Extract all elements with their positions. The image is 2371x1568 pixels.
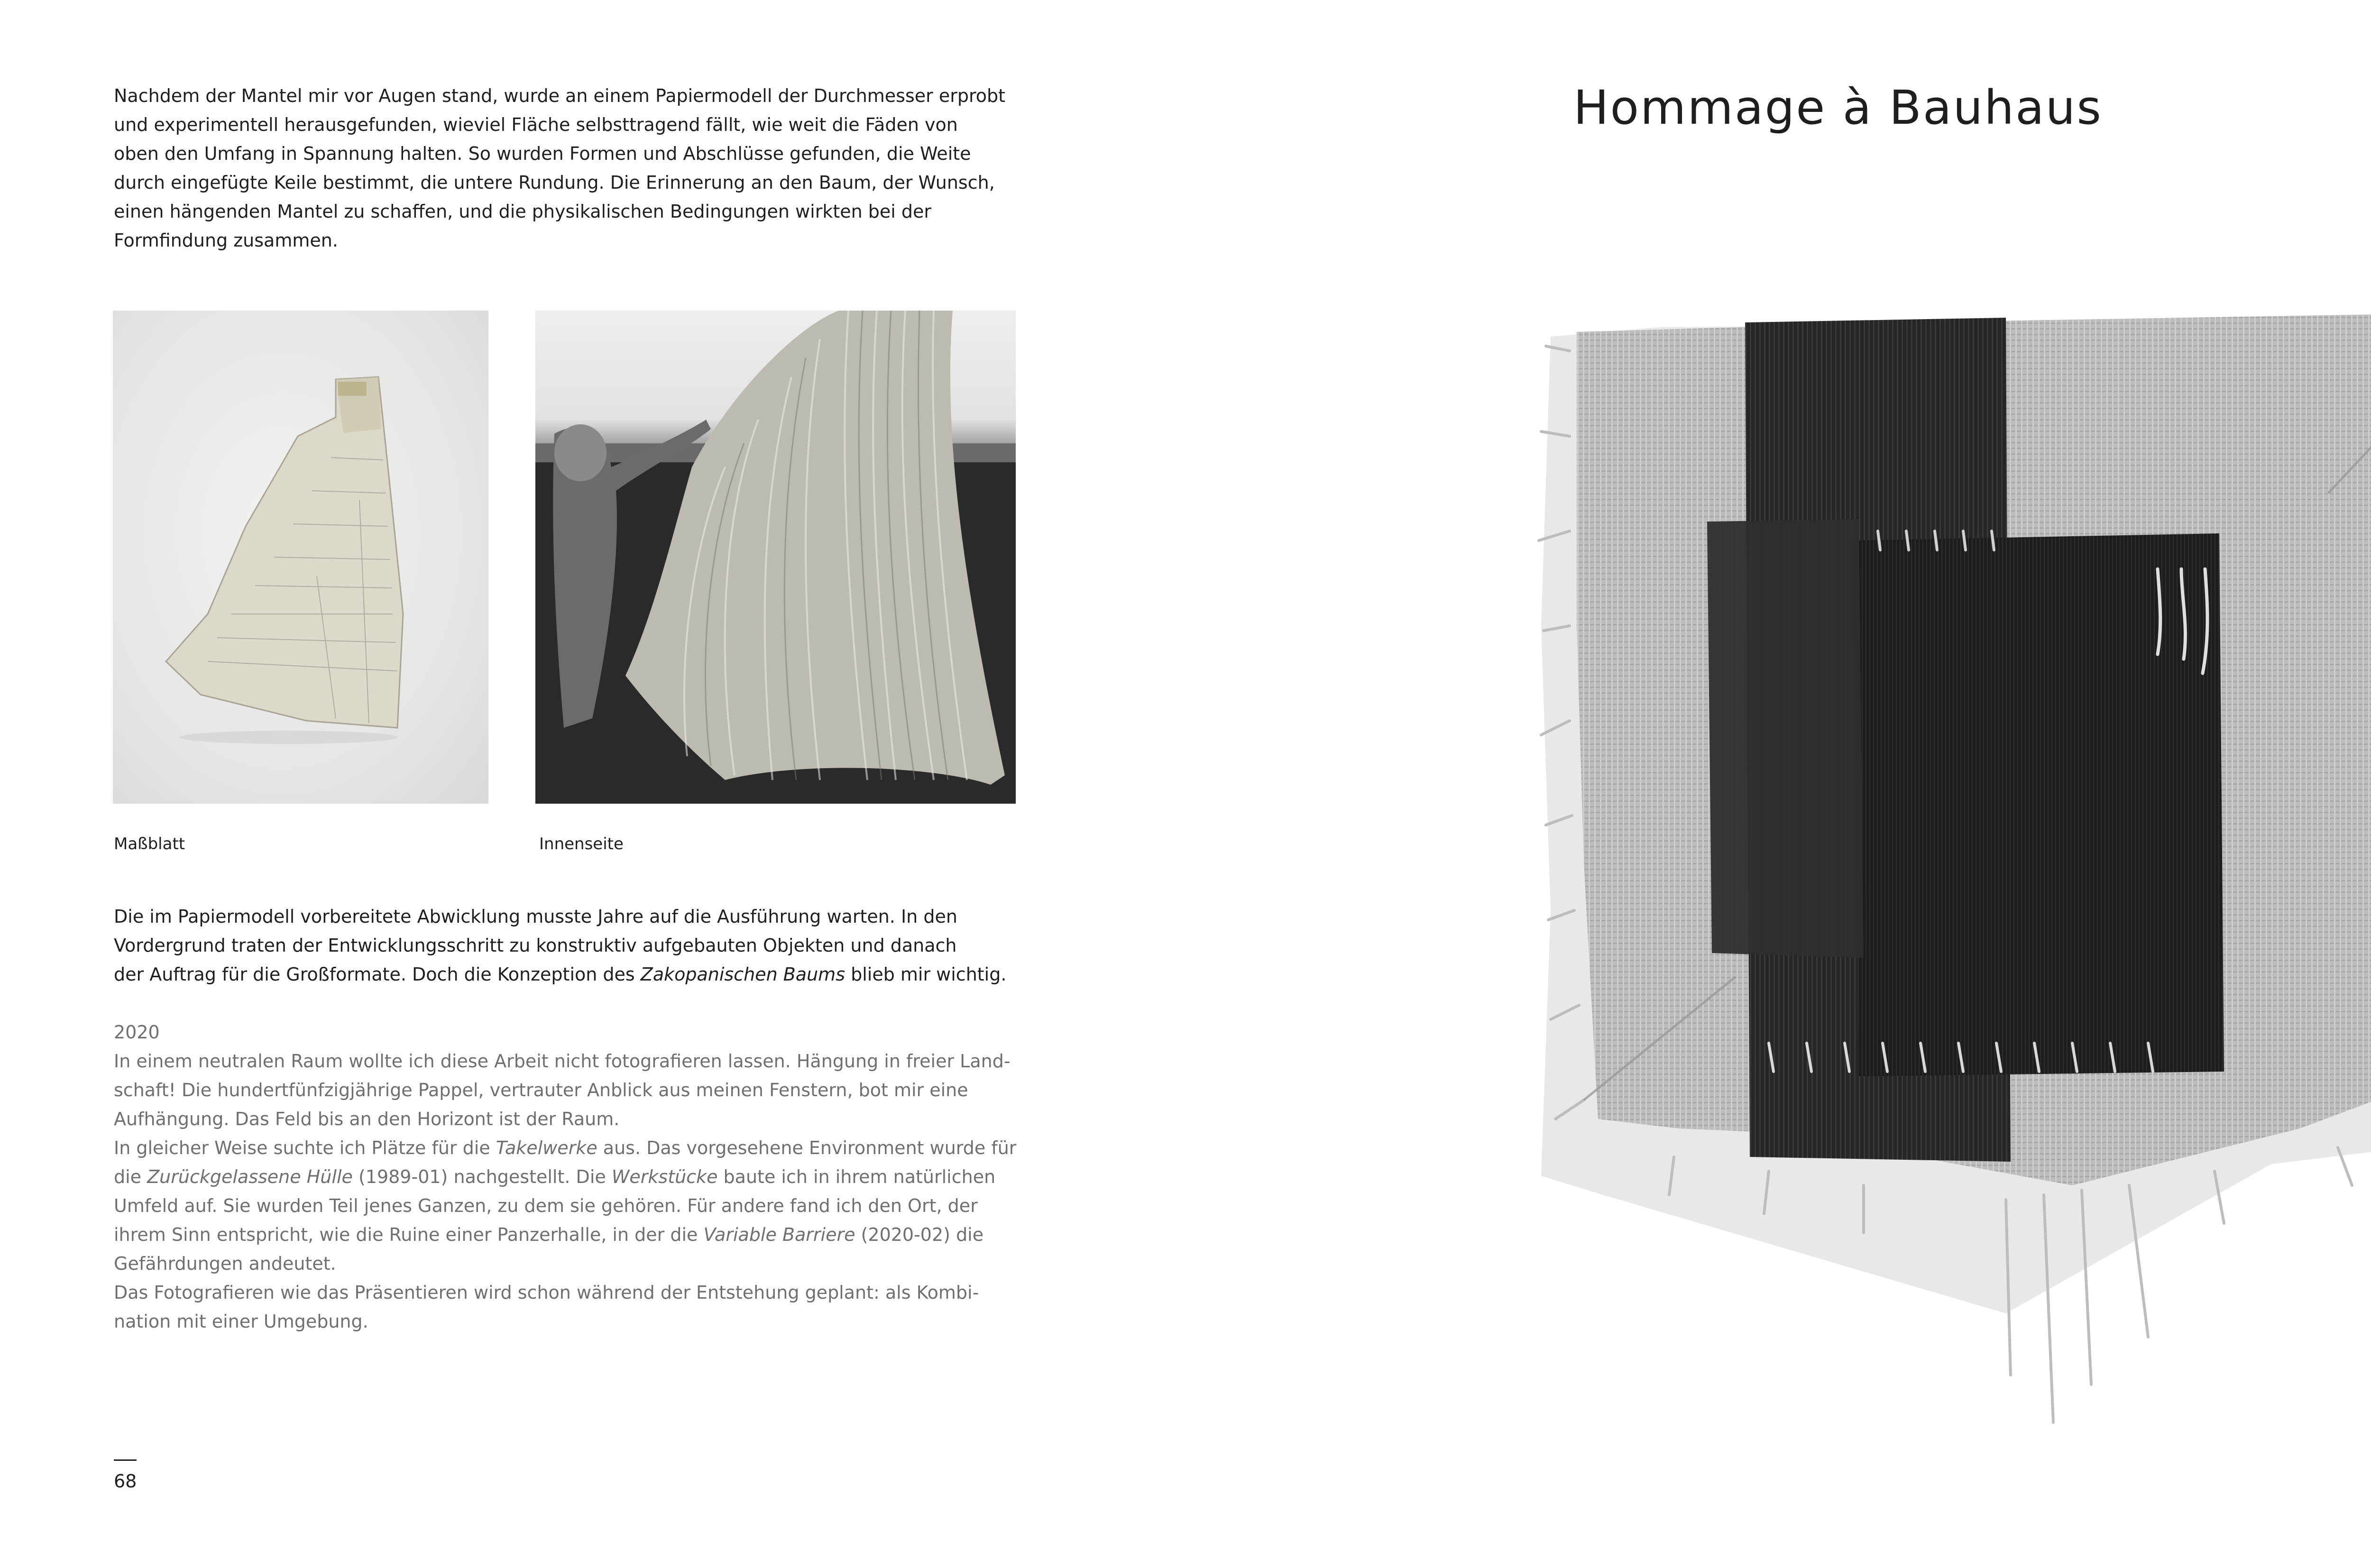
note-year: 2020 xyxy=(114,1022,160,1043)
caption-massblatt: Maßblatt xyxy=(114,834,185,853)
page-number: 68 xyxy=(114,1471,137,1492)
note-text-1: In einem neutralen Raum wollte ich diese Arbeit nicht fotografieren lassen. Hängung in freier Land- schaft! Die hundertfünfzigjährige Pappel, vertrauter Anblick aus meinen Fenstern, bot mir eine Aufhängung. Das Feld bis an den Horizont ist der Raum. In gleicher Weise suchte ich Plätze für die xyxy=(114,1051,1011,1158)
work-title-takelwerke: Takelwerke xyxy=(496,1137,597,1158)
hanging-cloak-illustration xyxy=(535,311,1016,804)
innenseite-photo xyxy=(535,311,1016,804)
body-text-1: Die im Papiermodell vorbereitete Abwicklung musste Jahre auf die Ausführung warten. In den Vordergrund traten der Entwicklungsschritt zu konstruktiv aufgebauten Objekten und danach der Auftrag für die Großformate. Doch die Konzeption des xyxy=(114,906,957,985)
note-text-3: (1989-01) nachgestellt. Die xyxy=(352,1166,612,1187)
work-title-zakopanischen-baums: Zakopanischen Baums xyxy=(640,964,845,985)
intro-paragraph: Nachdem der Mantel mir vor Augen stand, wurde an einem Papiermodell der Durchmesser erprobt und experimentell herausgefunden, wieviel Fläche selbsttragend fällt, wie weit die Fäden von oben den Umfang in Spannung halten. So wurden Formen und Abschlüsse gefunden, die Weite durch eingefügte Keile bestimmt, die untere Rundung. Die Erinnerung an den Baum, der Wunsch, einen hängenden Mantel zu schaffen, und die physikalischen Bedingungen wirkten bei der Formfindung zusammen. xyxy=(114,85,1006,251)
note-text-5: (2020-02) die Gefährdungen andeutet. Das Fotografieren wie das Präsentieren wird schon während der Entstehung geplant: als Kombi- nation mit einer Umgebung. xyxy=(114,1224,984,1332)
note-text-4: baute ich in ihrem natürlichen Umfeld auf. Sie wurden Teil jenes Ganzen, zu dem sie gehören. Für andere fand ich den Ort, der ihrem Sinn entspricht, wie die Ruine einer Panzerhalle, in der die xyxy=(114,1166,996,1245)
body-paragraph xyxy=(114,902,1057,989)
page-number-rule xyxy=(114,1459,137,1461)
work-title-werkstuecke: Werkstücke xyxy=(611,1166,718,1187)
caption-innenseite: Innenseite xyxy=(539,834,624,853)
body-text-2: blieb mir wichtig. xyxy=(845,964,1007,985)
paper-model-illustration xyxy=(113,311,488,804)
work-title-zurueckgelassene-huelle: Zurückgelassene Hülle xyxy=(147,1166,353,1187)
hommage-textile-photo xyxy=(1532,294,2371,1460)
textile-illustration xyxy=(1532,294,2371,1460)
page-title: Hommage à Bauhaus xyxy=(1573,81,2103,135)
work-title-variable-barriere: Variable Barriere xyxy=(703,1224,855,1245)
note-text-2: aus. Das vorgesehene Environment wurde für die xyxy=(114,1137,1017,1187)
massblatt-photo xyxy=(113,311,488,804)
note-2020 xyxy=(114,1018,1057,1336)
